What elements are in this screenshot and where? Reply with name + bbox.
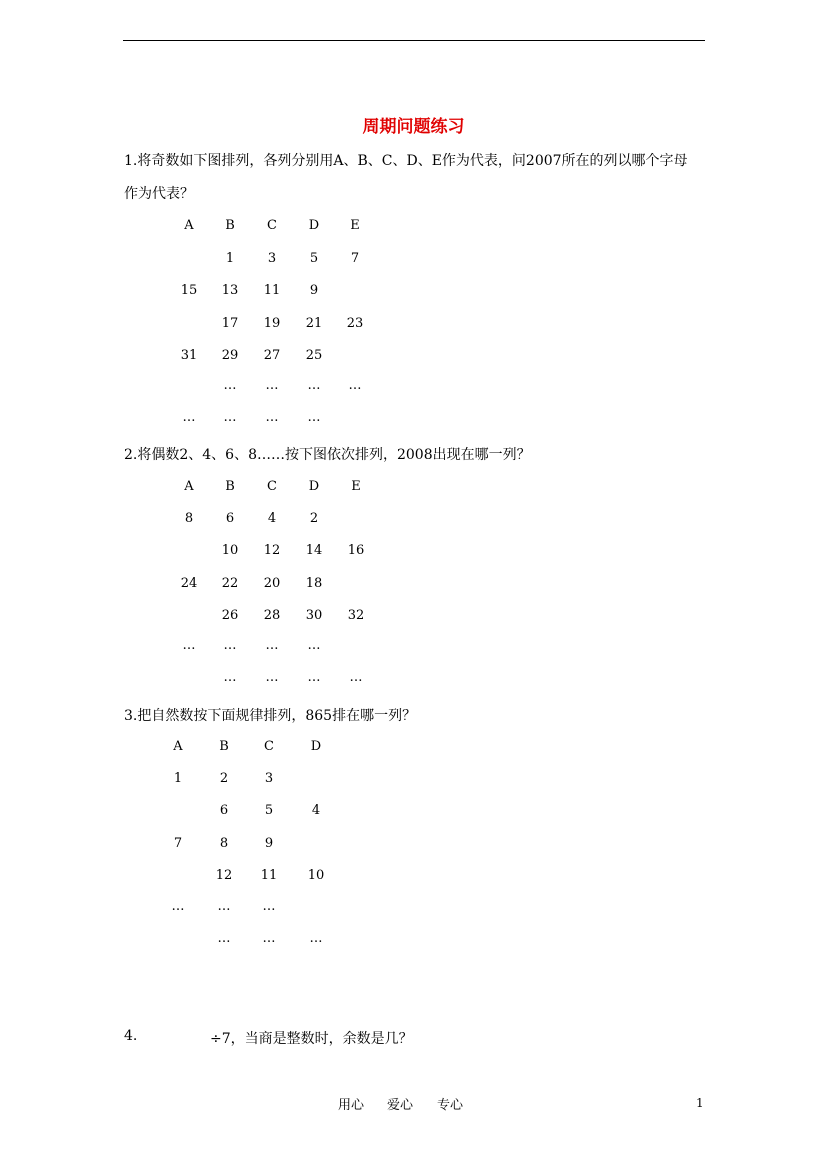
q3-grid-cell: 1	[173, 771, 183, 786]
q2-column-header: C	[267, 479, 277, 494]
q2-grid-cell: …	[182, 638, 196, 653]
q2-grid-cell: 2	[309, 511, 319, 526]
q2-grid-cell: 14	[305, 543, 323, 558]
q3-grid-cell: …	[262, 899, 276, 914]
q1-grid-cell: 7	[350, 251, 360, 266]
q1-column-header: B	[225, 218, 235, 233]
q1-column-header: A	[184, 218, 194, 233]
q2-grid-cell: …	[349, 670, 363, 685]
q3-grid-cell: 12	[215, 868, 233, 883]
question-3-line-1: 3.把自然数按下面规律排列，865排在哪一列？	[124, 708, 417, 724]
q3-grid-cell: …	[171, 899, 185, 914]
q2-grid-cell: …	[307, 638, 321, 653]
q2-grid-cell: …	[307, 670, 321, 685]
q1-grid-cell: 21	[305, 316, 323, 331]
q3-grid-cell: …	[217, 899, 231, 914]
q2-grid-cell: …	[223, 670, 237, 685]
q3-grid-cell: 7	[173, 836, 183, 851]
q1-grid-cell: 13	[221, 283, 239, 298]
q2-column-header: A	[184, 479, 194, 494]
q1-grid-cell: …	[265, 378, 279, 393]
q1-grid-cell: 3	[267, 251, 277, 266]
q1-grid-cell: 11	[263, 283, 281, 298]
q3-grid-cell: 2	[219, 771, 229, 786]
q1-column-header: D	[308, 218, 320, 233]
q1-grid-cell: 31	[180, 348, 198, 363]
q2-grid-cell: 10	[221, 543, 239, 558]
q1-grid-cell: 9	[309, 283, 319, 298]
q2-grid-cell: 28	[263, 608, 281, 623]
q2-grid-cell: 4	[267, 511, 277, 526]
q1-grid-cell: 17	[221, 316, 239, 331]
q3-column-header: A	[173, 739, 183, 754]
question-4-text: ÷7，当商是整数时，余数是几？	[210, 1031, 413, 1047]
q2-grid-cell: 12	[263, 543, 281, 558]
q2-grid-cell: …	[265, 638, 279, 653]
q1-grid-cell: …	[182, 410, 196, 425]
q2-grid-cell: 16	[347, 543, 365, 558]
q1-grid-cell: 15	[180, 283, 198, 298]
q3-grid-cell: 8	[219, 836, 229, 851]
q1-grid-cell: 29	[221, 348, 239, 363]
q2-grid-cell: 18	[305, 576, 323, 591]
q1-grid-cell: …	[223, 410, 237, 425]
q1-grid-cell: 19	[263, 316, 281, 331]
q1-grid-cell: 23	[346, 316, 364, 331]
q3-column-header: D	[310, 739, 322, 754]
q3-column-header: C	[264, 739, 274, 754]
q3-column-header: B	[219, 739, 229, 754]
q3-grid-cell: 11	[260, 868, 278, 883]
q2-grid-cell: 24	[180, 576, 198, 591]
q1-grid-cell: …	[223, 378, 237, 393]
q1-grid-cell: …	[307, 378, 321, 393]
question-2-line-1: 2.将偶数2、4、6、8……按下图依次排列，2008出现在哪一列？	[124, 447, 531, 463]
q2-grid-cell: …	[265, 670, 279, 685]
q3-grid-cell: 6	[219, 803, 229, 818]
q1-grid-cell: …	[307, 410, 321, 425]
footer-text-1: 用心	[338, 1098, 365, 1113]
question-1-line-1: 1.将奇数如下图排列，各列分别用A、B、C、D、E作为代表，问2007所在的列以哪个字母	[124, 153, 688, 169]
q3-grid-cell: …	[217, 931, 231, 946]
q1-grid-cell: 27	[263, 348, 281, 363]
footer-text-2: 爱心	[387, 1098, 414, 1113]
q2-column-header: E	[351, 479, 361, 494]
q3-grid-cell: …	[309, 931, 323, 946]
q3-grid-cell: 4	[311, 803, 321, 818]
page-number: 1	[696, 1096, 704, 1110]
q2-grid-cell: 32	[347, 608, 365, 623]
q3-grid-cell: 3	[264, 771, 274, 786]
q2-grid-cell: 26	[221, 608, 239, 623]
q3-grid-cell: 10	[307, 868, 325, 883]
q2-grid-cell: 20	[263, 576, 281, 591]
q2-grid-cell: 6	[225, 511, 235, 526]
question-1-line-2: 作为代表？	[124, 186, 194, 202]
q1-grid-cell: 25	[305, 348, 323, 363]
q1-column-header: E	[350, 218, 360, 233]
header-rule	[123, 40, 705, 41]
q2-column-header: D	[308, 479, 320, 494]
q2-grid-cell: 8	[184, 511, 194, 526]
q1-grid-cell: …	[348, 378, 362, 393]
q1-grid-cell: …	[265, 410, 279, 425]
q2-grid-cell: 30	[305, 608, 323, 623]
q3-grid-cell: …	[262, 931, 276, 946]
footer-text-3: 专心	[437, 1098, 464, 1113]
q2-grid-cell: 22	[221, 576, 239, 591]
q3-grid-cell: 9	[264, 836, 274, 851]
q2-column-header: B	[225, 479, 235, 494]
q1-column-header: C	[267, 218, 277, 233]
page-title: 周期问题练习	[362, 117, 465, 137]
q3-grid-cell: 5	[264, 803, 274, 818]
q1-grid-cell: 5	[309, 251, 319, 266]
question-4-number: 4.	[124, 1028, 138, 1044]
q2-grid-cell: …	[223, 638, 237, 653]
q1-grid-cell: 1	[225, 251, 235, 266]
